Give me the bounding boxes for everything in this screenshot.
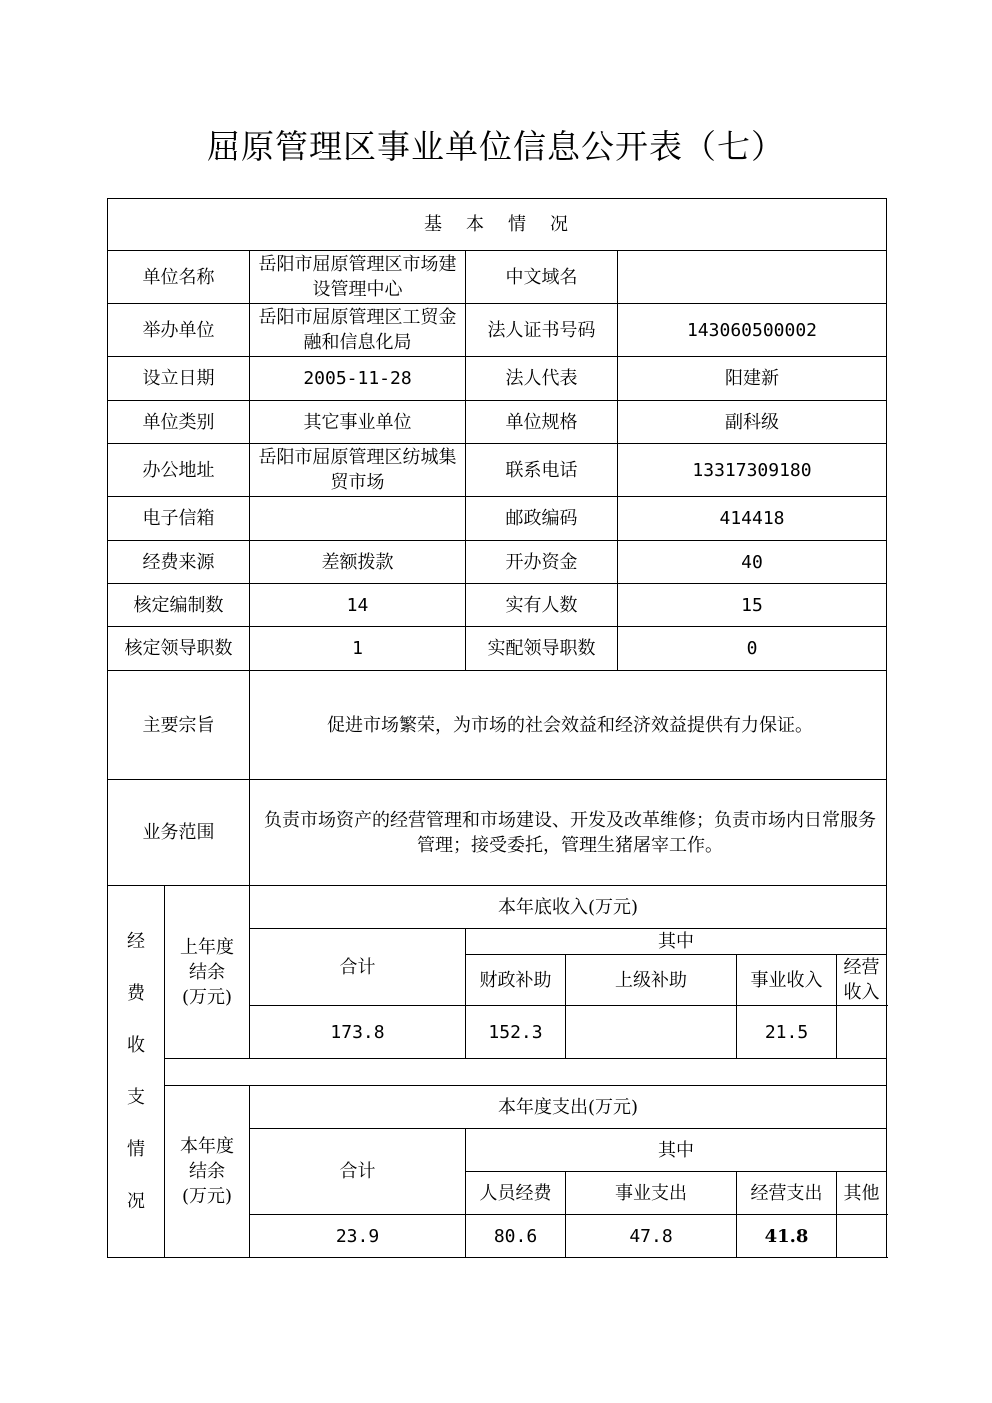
unit-name-label: 单位名称 — [108, 251, 250, 304]
section-heading: 基本情况 — [108, 199, 887, 251]
income-total-value: 173.8 — [250, 1006, 466, 1059]
purpose-value: 促进市场繁荣，为市场的社会效益和经济效益提供有力保证。 — [250, 671, 887, 780]
income-total-label: 合计 — [250, 929, 466, 1006]
scope-value: 负责市场资产的经营管理和市场建设、开发及改革维修；负责市场内日常服务管理；接受委托，管理生猪屠宰工作。 — [250, 780, 887, 886]
curr-balance-label-line: (万元) — [181, 1186, 233, 1207]
prev-balance-label — [165, 886, 250, 1059]
scope-label: 业务范围 — [108, 780, 250, 886]
page-title: 屈原管理区事业单位信息公开表（七） — [207, 127, 785, 166]
purpose-label: 主要宗旨 — [108, 671, 250, 780]
expense-personnel-value: 80.6 — [466, 1215, 566, 1258]
finance-side-char: 况 — [127, 1190, 145, 1212]
income-superior-value — [566, 1006, 737, 1059]
expense-col-other: 其他 — [837, 1172, 887, 1215]
phone-label: 联系电话 — [466, 444, 618, 497]
actual-staff-label: 实有人数 — [466, 584, 618, 627]
postcode-value: 414418 — [618, 497, 887, 541]
prev-balance-label-line: (万元) — [181, 986, 233, 1008]
expense-heading: 本年度支出(万元) — [250, 1086, 887, 1129]
income-col-fiscal: 财政补助 — [466, 955, 566, 1006]
finance-side-char: 经 — [127, 930, 145, 952]
level-value: 副科级 — [618, 401, 887, 444]
income-operating-value — [837, 1006, 887, 1059]
established-value: 2005-11-28 — [250, 357, 466, 401]
expense-total-label: 合计 — [250, 1129, 466, 1215]
staff-quota-label: 核定编制数 — [108, 584, 250, 627]
prev-balance-label-line: 结余 — [189, 961, 225, 983]
finance-side-label — [108, 886, 165, 1258]
leader-quota-label: 核定领导职数 — [108, 627, 250, 671]
staff-quota-value: 14 — [250, 584, 466, 627]
domain-label: 中文域名 — [466, 251, 618, 304]
actual-staff-value: 15 — [618, 584, 887, 627]
email-value — [250, 497, 466, 541]
category-label: 单位类别 — [108, 401, 250, 444]
expense-total-value: 23.9 — [250, 1215, 466, 1258]
cert-value: 143060500002 — [618, 304, 887, 357]
unit-name-value: 岳阳市屈原管理区市场建设管理中心 — [250, 251, 466, 304]
level-label: 单位规格 — [466, 401, 618, 444]
established-label: 设立日期 — [108, 357, 250, 401]
expense-other-value — [837, 1215, 887, 1258]
category-value: 其它事业单位 — [250, 401, 466, 444]
finance-side-char: 情 — [127, 1138, 145, 1160]
expense-col-personnel: 人员经费 — [466, 1172, 566, 1215]
expense-operating-value: 41.8 — [737, 1215, 837, 1258]
cert-label: 法人证书号码 — [466, 304, 618, 357]
actual-leader-value: 0 — [618, 627, 887, 671]
funding-value: 差额拨款 — [250, 541, 466, 584]
income-col-business: 事业收入 — [737, 955, 837, 1006]
income-col-superior: 上级补助 — [566, 955, 737, 1006]
income-heading: 本年底收入(万元) — [250, 886, 887, 929]
sponsor-value: 岳阳市屈原管理区工贸金融和信息化局 — [250, 304, 466, 357]
expense-col-operating: 经营支出 — [737, 1172, 837, 1215]
legal-rep-value: 阳建新 — [618, 357, 887, 401]
curr-balance-label — [165, 1086, 250, 1258]
actual-leader-label: 实配领导职数 — [466, 627, 618, 671]
capital-value: 40 — [618, 541, 887, 584]
income-business-value: 21.5 — [737, 1006, 837, 1059]
income-fiscal-value: 152.3 — [466, 1006, 566, 1059]
expense-col-business: 事业支出 — [566, 1172, 737, 1215]
expense-among-label: 其中 — [466, 1129, 887, 1172]
finance-side-char: 支 — [127, 1086, 145, 1108]
address-value: 岳阳市屈原管理区纺城集贸市场 — [250, 444, 466, 497]
address-label: 办公地址 — [108, 444, 250, 497]
sponsor-label: 举办单位 — [108, 304, 250, 357]
email-label: 电子信箱 — [108, 497, 250, 541]
curr-balance-label-line: 本年度 — [180, 1136, 234, 1157]
expense-business-value: 47.8 — [566, 1215, 737, 1258]
legal-rep-label: 法人代表 — [466, 357, 618, 401]
funding-label: 经费来源 — [108, 541, 250, 584]
finance-side-char: 费 — [127, 982, 145, 1004]
prev-balance-label-line: 上年度 — [180, 936, 234, 958]
info-table — [107, 198, 887, 1258]
finance-side-char: 收 — [127, 1034, 145, 1056]
income-among-label: 其中 — [466, 929, 887, 955]
leader-quota-value: 1 — [250, 627, 466, 671]
spacer-row — [165, 1059, 887, 1086]
capital-label: 开办资金 — [466, 541, 618, 584]
curr-balance-label-line: 结余 — [189, 1161, 225, 1182]
postcode-label: 邮政编码 — [466, 497, 618, 541]
domain-value — [618, 251, 887, 304]
phone-value: 13317309180 — [618, 444, 887, 497]
income-col-operating: 经营收入 — [837, 955, 887, 1006]
